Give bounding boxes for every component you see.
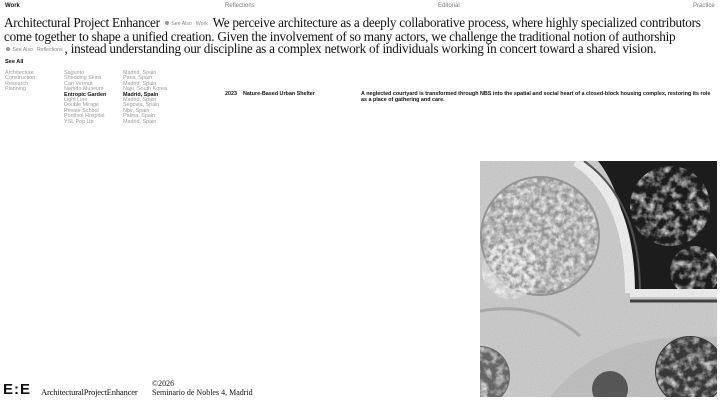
project-item[interactable]: Sagunto bbox=[64, 70, 85, 76]
project-location: Segovia, Spain bbox=[123, 102, 160, 109]
intro-text-a: We perceive architecture as a deeply collaborative process, where highly specialized contributors come together to shape a unified creation. Given the involvement of so many actors, we challenge the traditional notion of authorship bbox=[4, 15, 701, 44]
svg-text:E:E: E:E bbox=[3, 381, 32, 396]
footer-info bbox=[152, 380, 253, 397]
project-title[interactable]: Nature-Based Urban Shelter bbox=[243, 91, 315, 97]
category-filter-list bbox=[5, 71, 35, 93]
project-location: Nbir, Spain bbox=[123, 107, 150, 114]
see-also-reflections-chip[interactable] bbox=[6, 47, 63, 53]
see-also-label: See Also bbox=[12, 47, 33, 54]
project-description: A neglected courtyard is transformed through NBS into the spatial and social heart of a closed-block housing complex, restoring its role as a place of gathering and care. bbox=[361, 91, 711, 103]
project-item[interactable]: Can Vermut bbox=[64, 80, 93, 87]
nav-editorial-link[interactable]: Editorial bbox=[438, 3, 460, 9]
intro-text-b: , instead understanding our discipline as a complex network of individuals working in concert toward a shared vision. bbox=[64, 41, 657, 57]
project-item[interactable]: Portitxol Hospital bbox=[64, 113, 105, 120]
project-name-list bbox=[64, 71, 106, 125]
see-also-work-chip[interactable] bbox=[165, 21, 208, 27]
project-item[interactable]: Shedding Skins bbox=[64, 75, 102, 82]
see-also-label: See Also bbox=[171, 21, 192, 27]
project-location: Paris, Spain bbox=[123, 75, 153, 82]
category-filter-item[interactable]: Construction bbox=[5, 75, 36, 82]
ee-logo-icon bbox=[3, 381, 41, 396]
footer-brand-name: ArchitecturalProjectEnhancer bbox=[41, 387, 138, 397]
see-also-work-link[interactable]: Work bbox=[195, 21, 208, 27]
project-location: Palma, Spain bbox=[123, 113, 156, 120]
nav-work-link[interactable]: Work bbox=[5, 3, 20, 9]
project-location: Madrid, Spain bbox=[123, 97, 157, 104]
footer-copyright: ©2026 bbox=[152, 379, 175, 388]
project-location-selected: Madrid, Spain bbox=[123, 91, 159, 98]
courtyard-aerial-photo bbox=[480, 161, 717, 397]
nav-reflections-link[interactable]: Reflections bbox=[225, 3, 255, 9]
intro-statement bbox=[4, 17, 718, 57]
bullet-dot-icon bbox=[6, 47, 10, 51]
nav-practice-link[interactable]: Practice bbox=[693, 3, 715, 9]
project-item[interactable]: Private School bbox=[64, 107, 99, 114]
see-also-reflections-link[interactable]: Reflections bbox=[36, 47, 63, 54]
project-location-list bbox=[123, 71, 167, 125]
project-item[interactable]: Namdo Museum bbox=[64, 86, 104, 93]
top-navigation bbox=[0, 3, 720, 15]
project-item-selected[interactable]: Entropic Garden bbox=[64, 91, 107, 98]
project-location: Naju, South Korea bbox=[123, 86, 168, 93]
project-item[interactable]: YSL Pop Up bbox=[64, 118, 94, 125]
project-item[interactable]: Double Mirage bbox=[64, 102, 100, 109]
category-filter-item[interactable]: Planning bbox=[5, 86, 26, 93]
project-location: Madrid, Spain bbox=[123, 118, 157, 125]
footer-address: Seminario de Nobles 4, Madrid bbox=[152, 387, 253, 397]
project-hero-image[interactable] bbox=[480, 161, 717, 397]
project-location: Madrid, Spain bbox=[123, 80, 157, 87]
project-item[interactable]: Light Line bbox=[64, 97, 88, 104]
category-filter-item[interactable]: Research bbox=[5, 80, 29, 87]
see-all-button[interactable]: See All bbox=[5, 59, 24, 65]
brand-logo[interactable] bbox=[3, 381, 41, 396]
project-year: 2023 bbox=[225, 91, 237, 97]
category-filter-item[interactable]: Architecture bbox=[5, 70, 34, 76]
project-location: Madrid, Spain bbox=[123, 70, 157, 76]
intro-title: Architectural Project Enhancer bbox=[4, 15, 160, 30]
bullet-dot-icon bbox=[165, 21, 169, 25]
